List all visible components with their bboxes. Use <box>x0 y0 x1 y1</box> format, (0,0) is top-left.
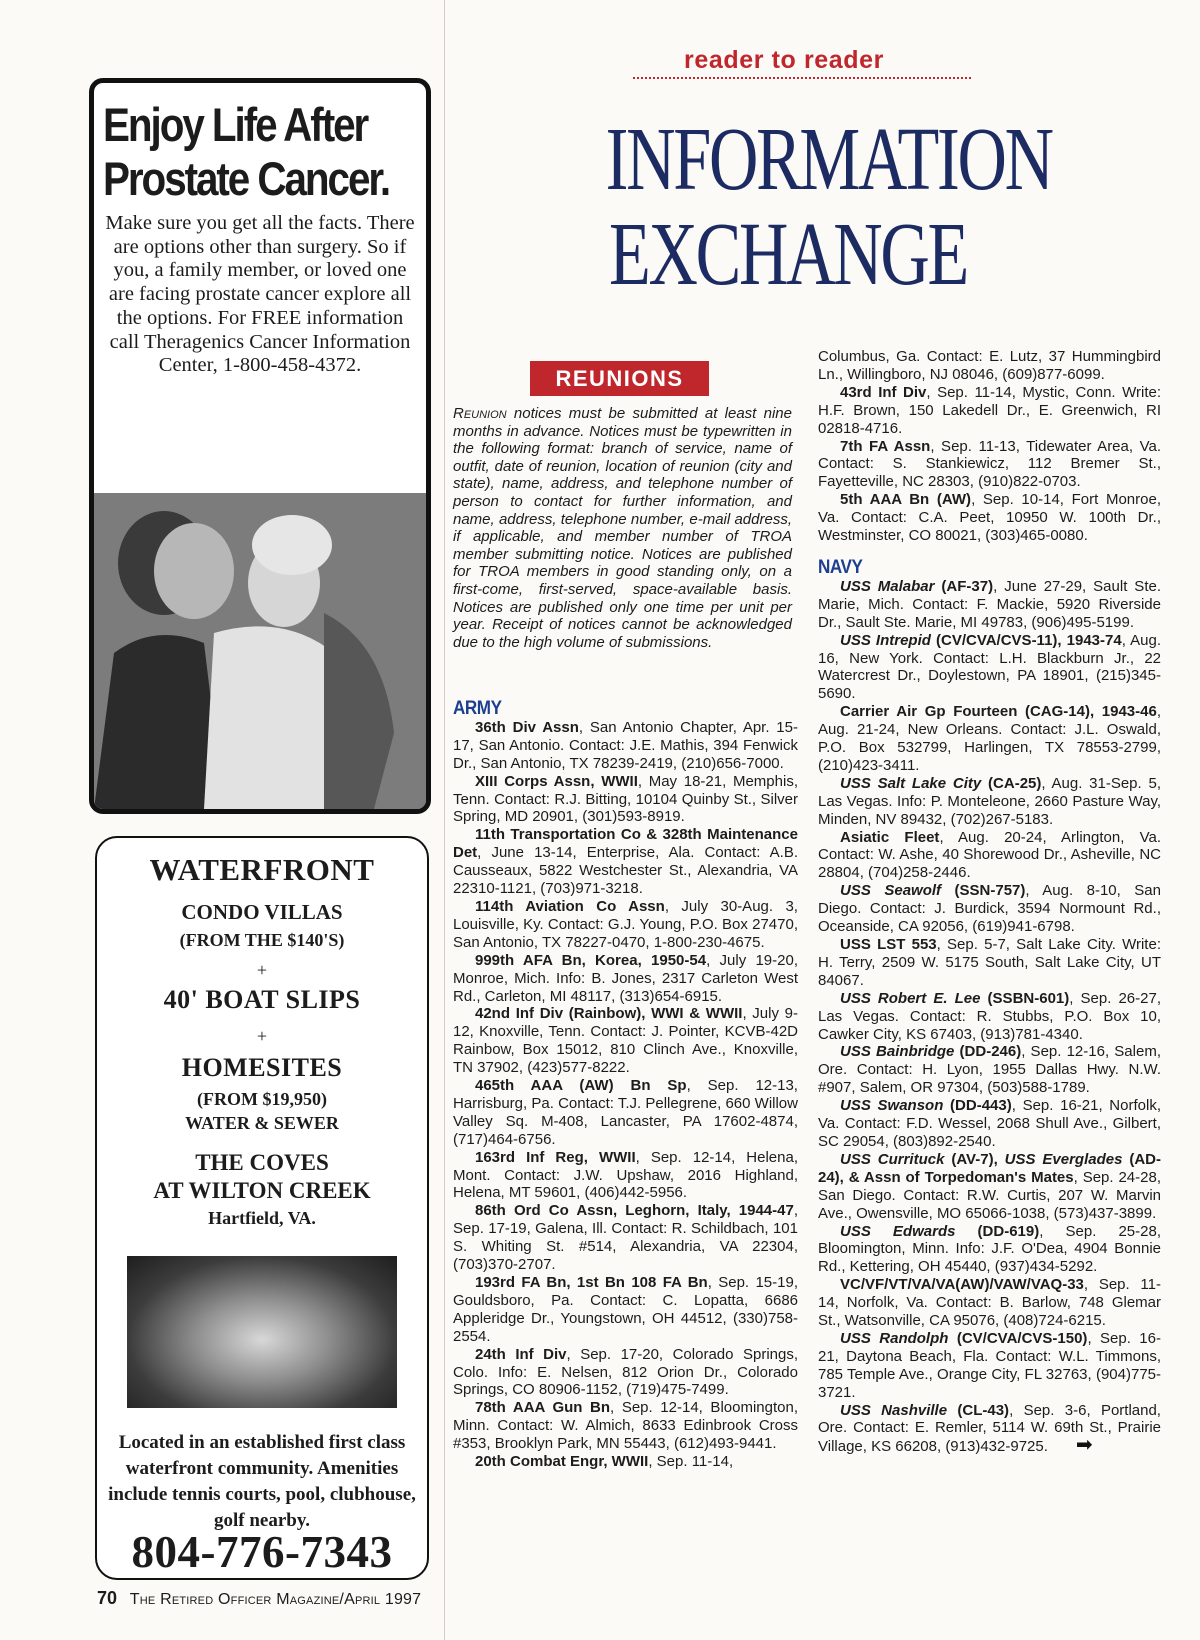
list-item <box>453 1149 798 1203</box>
page-number: 70 <box>97 1588 118 1608</box>
unit-name: (SSBN-601) <box>980 989 1070 1007</box>
reunion-details: , Sep. 17-19, Galena, Ill. Contact: R. Schildbach, 101 S. Whiting St. #514, Alexandria, VA 22304, (703)370-2707. <box>453 1202 798 1274</box>
page-title: INFORMATION EXCHANGE <box>605 110 1052 304</box>
reunion-details: , Sep. 11-14, Norfolk, Va. Contact: B. Barlow, 748 Glemar St., Watsonville, CA 95076, (408)724-6215. <box>818 1276 1161 1330</box>
submission-notice: Reunion notices must be submitted at least nine months in advance. Notices must be typewritten in the following format: branch of service, name of outfit, date of reunion, location of reunion (city and state), name, address, and telephone number of person to contact for further information, and name, address, telephone number, e-mail address, if applicable, and member number of TROA member submitting notice. Notices are published for TROA members in good standing only, on a first-come, first-served, space-available basis. Notices are published only one time per unit per year. Receipt of notices cannot be acknowledged due to the high volume of submissions. <box>453 405 792 651</box>
reunion-details: , Aug. 21-24, New Orleans. Contact: J.L. Oswald, P.O. Box 532799, Harlingen, TX 78553-2799, (210)423-3411. <box>818 703 1161 774</box>
unit-name: 20th Combat Engr, WWII <box>475 1453 649 1471</box>
list-item <box>453 1005 798 1077</box>
ship-name: USS Bainbridge <box>840 1043 955 1061</box>
ad-headline: Enjoy Life After Prostate Cancer. <box>103 98 390 205</box>
ad-homesites: HOMESITES <box>181 1053 343 1082</box>
reunion-details: , June 13-14, Enterprise, Ala. Contact: A.B. Causseaux, 5822 Westchester St., Alexandria, VA 22310-1121, (703)971-3218. <box>453 844 798 898</box>
unit-name: (SSN-757) <box>941 882 1026 900</box>
ship-name: USS Intrepid <box>840 631 931 649</box>
waterfront-ad <box>95 836 429 1580</box>
ad-plus-sign: + <box>256 1026 268 1046</box>
ship-name: USS Everglades <box>1004 1150 1123 1168</box>
unit-name: (DD-246) <box>954 1043 1022 1061</box>
unit-name: 5th AAA Bn (AW) <box>840 491 972 509</box>
reunion-details: , Sep. 5-7, Salt Lake City. Write: H. Terry, 2509 W. 5175 South, Salt Lake City, UT 84067. <box>818 936 1161 989</box>
unit-name: 7th FA Assn <box>840 437 931 455</box>
unit-name: (CA-25) <box>981 774 1042 792</box>
reunion-details: , July 30-Aug. 3, Louisville, Ky. Contact: G.J. Young, P.O. Box 27470, San Antonio, TX 78227-0470, 1-800-230-4675. <box>453 897 798 951</box>
reunion-details: , Aug. 16, New York. Contact: L.H. Blackburn Jr., 22 Watercrest Dr., Doylestown, PA 18901, (215)345-5690. <box>818 631 1161 703</box>
reunion-details: , San Antonio Chapter, Apr. 15-17, San Antonio. Contact: J.E. Mathis, 394 Fenwick Dr., San Antonio, TX 78239-2419, (210)656-7000. <box>453 718 798 772</box>
list-item <box>818 632 1161 704</box>
list-item <box>818 936 1161 990</box>
ad-plus-sign: + <box>256 960 268 980</box>
list-item <box>453 1202 798 1274</box>
ship-name: USS Edwards <box>840 1222 956 1240</box>
unit-name: Carrier Air Gp Fourteen (CAG-14), 1943-46 <box>840 703 1157 721</box>
unit-name: (CV/CVA/CVS-11), 1943-74 <box>930 631 1122 649</box>
father-daughter-photo <box>94 493 426 809</box>
ad-description: Located in an established first class waterfront community. Amenities include tennis courts, pool, clubhouse, golf nearby. <box>108 1432 416 1531</box>
ship-name: USS Robert E. Lee <box>840 989 981 1007</box>
unit-name: 465th AAA (AW) Bn Sp <box>475 1077 687 1095</box>
reunion-details: , Sep. 12-16, Salem, Ore. Contact: H. Lyon, 1955 Dallas Hwy. N.W. #907, Salem, OR 97304, (503)588-1789. <box>818 1043 1161 1097</box>
ad-wilton-creek: AT WILTON CREEK <box>153 1178 371 1203</box>
list-item <box>453 719 798 773</box>
list-item <box>818 384 1161 438</box>
ad-condo-villas: CONDO VILLAS <box>181 900 343 924</box>
unit-name: VC/VF/VT/VA/VA(AW)/VAW/VAQ-33 <box>840 1276 1084 1294</box>
unit-name: 86th Ord Co Assn, Leghorn, Italy, 1944-47 <box>475 1202 794 1220</box>
section-kicker: reader to reader <box>684 46 884 74</box>
list-item <box>818 1276 1161 1330</box>
ad-phone-number: 804-776-7343 <box>131 1527 393 1577</box>
list-item <box>818 578 1161 632</box>
list-item <box>818 1330 1161 1402</box>
unit-name: 11th Transportation Co & 328th Maintenance Det <box>453 826 798 862</box>
army-column <box>453 700 798 1471</box>
ad-location: Hartfield, VA. <box>208 1208 316 1228</box>
list-item <box>818 491 1161 545</box>
list-item <box>453 898 798 952</box>
reunion-details: , Sep. 10-14, Fort Monroe, Va. Contact: C.A. Peet, 10950 W. 100th Dr., Westminster, CO 80021, (303)465-0080. <box>818 491 1162 545</box>
reunion-details: , Sep. 17-20, Colorado Springs, Colo. Info: E. Nelsen, 812 Orion Dr., Colorado Springs, CO 80906-1152, (719)475-7499. <box>453 1345 798 1399</box>
list-item <box>453 952 798 1006</box>
list-item <box>453 1346 798 1400</box>
reunion-details: , Sep. 12-14, Helena, Mont. Contact: J.W. Upshaw, 2016 Highland, Helena, MT 59601, (406)442-5956. <box>453 1148 798 1202</box>
reunion-details: , Sep. 11-13, Tidewater Area, Va. Contact: S. Stankiewicz, 112 Bremer St., Fayetteville, NC 28303, (910)822-0703. <box>818 437 1161 491</box>
ad-homesite-price: (FROM $19,950) <box>197 1089 327 1109</box>
list-item <box>818 775 1161 829</box>
list-item <box>453 1274 798 1346</box>
ad-water-sewer: WATER & SEWER <box>185 1113 339 1133</box>
ad-body-copy: Make sure you get all the facts. There are options other than surgery. So if you, a family member, or loved one are facing prostate cancer explore all the options. For FREE information call Theragenics Cancer Information Center, 1-800-458-4372. <box>105 212 415 377</box>
ship-name: USS Salt Lake City <box>840 774 982 792</box>
list-item <box>453 1453 798 1471</box>
continued-arrow-icon: ➡ <box>1075 1434 1093 1457</box>
list-item <box>453 1077 798 1149</box>
ship-name: USS Nashville <box>840 1401 948 1419</box>
list-item <box>453 773 798 827</box>
marina-aerial-photo <box>127 1256 397 1408</box>
list-item <box>818 1402 1161 1457</box>
ship-name: USS Seawolf <box>840 882 942 900</box>
page-fold <box>444 0 445 1640</box>
reunion-details: , Sep. 25-28, Bloomington, Minn. Info: J.F. O'Dea, 4904 Bonnie Rd., Kettering, OH 45440, (937)434-5292. <box>818 1222 1161 1276</box>
reunion-details: , Sep. 12-14, Bloomington, Minn. Contact: W. Almich, 8633 Edinbrook Cross #353, Brooklyn Park, MN 55443, (612)493-9441. <box>453 1399 798 1453</box>
reunion-details: , Sep. 11-14, Mystic, Conn. Write: H.F. Brown, 150 Lakedell Dr., E. Greenwich, RI 02818-4716. <box>818 383 1161 437</box>
reunion-details: , Aug. 31-Sep. 5, Las Vegas. Info: P. Monteleone, 2660 Pasture Way, Minden, NV 89432, (702)267-5183. <box>818 774 1161 828</box>
unit-name: (AD-24), & Assn of Torpedoman's Mates <box>818 1150 1161 1186</box>
list-item <box>818 1043 1161 1097</box>
unit-name: Asiatic Fleet <box>840 828 940 846</box>
magazine-credit: The Retired Officer Magazine/April 1997 <box>129 1591 422 1608</box>
navy-list <box>818 578 1161 1456</box>
unit-name: (CL-43) <box>947 1401 1010 1419</box>
ad-coves-name: THE COVES <box>195 1150 329 1175</box>
list-item <box>453 826 798 898</box>
kicker-rule <box>633 77 971 79</box>
unit-name: 193rd FA Bn, 1st Bn 108 FA Bn <box>475 1274 708 1291</box>
list-item <box>818 1151 1161 1223</box>
army-continued-list <box>818 384 1161 545</box>
unit-name: (CV/CVA/CVS-150) <box>948 1329 1088 1347</box>
reunion-details: , July 19-20, Monroe, Mich. Info: B. Jones, 2317 Carleton West Rd., Carleton, MI 48117, (313)654-6915. <box>453 951 799 1005</box>
reunion-details: , Sep. 12-13, Harrisburg, Pa. Contact: T.J. Pellegrene, 660 Willow Valley Sq. M-408, Lancaster, PA 17602-4874, (717)464-6756. <box>453 1077 798 1148</box>
ad-boat-slips: 40' BOAT SLIPS <box>163 985 361 1014</box>
reunion-details: , Sep. 24-28, San Diego. Contact: R.W. Curtis, 207 W. Marvin Ave., Owensville, MO 65066-1038, (573)437-3899. <box>818 1168 1161 1222</box>
ad-waterfront-heading: WATERFRONT <box>149 852 375 887</box>
unit-name: 36th Div Assn <box>475 718 579 736</box>
unit-name: 163rd Inf Reg, WWII <box>475 1148 636 1166</box>
unit-name: 78th AAA Gun Bn <box>475 1399 611 1417</box>
navy-heading: NAVY <box>818 556 863 578</box>
list-item <box>818 438 1161 492</box>
reunion-details: , Aug. 20-24, Arlington, Va. Contact: W. Ashe, 40 Shorewood Dr., Asheville, NC 28804, (704)258-2446. <box>818 828 1162 882</box>
unit-name: 999th AFA Bn, Korea, 1950-54 <box>475 951 707 969</box>
ship-name: USS Currituck <box>840 1150 945 1168</box>
unit-name: 42nd Inf Div (Rainbow), WWI & WWII <box>475 1005 743 1023</box>
list-item <box>818 990 1161 1044</box>
unit-name: (AV-7), <box>944 1150 1005 1168</box>
reunion-details: , Aug. 8-10, San Diego. Contact: J. Burdick, 3594 Normount Rd., Oceanside, CA 92056, (619)941-6798. <box>818 882 1161 936</box>
list-item <box>818 1223 1161 1277</box>
unit-name: USS LST 553 <box>840 936 937 953</box>
right-column <box>818 348 1161 1456</box>
unit-name: XIII Corps Assn, WWII <box>475 772 638 790</box>
unit-name: (DD-443) <box>943 1097 1012 1115</box>
reunion-details: , June 27-29, Sault Ste. Marie, Mich. Contact: F. Mackie, 5920 Riverside Dr., Sault Ste. Marie, MI 49783, (906)495-5199. <box>818 577 1161 631</box>
reunion-details: , Sep. 3-6, Portland, Ore. Contact: E. Remler, 5114 W. 69th St., Prairie Village, KS 66208, (913)432-9725. <box>818 1401 1161 1456</box>
unit-name: 24th Inf Div <box>475 1345 567 1363</box>
army-heading: ARMY <box>453 698 502 719</box>
reunion-details: , May 18-21, Memphis, Tenn. Contact: R.J. Bitting, 10104 Quinby St., Silver Spring, MD 20901, (301)593-8919. <box>453 772 798 826</box>
list-item <box>453 1399 798 1453</box>
list-item <box>818 829 1161 883</box>
reunions-label: REUNIONS <box>530 361 709 396</box>
ship-name: USS Randolph <box>840 1329 949 1347</box>
list-item <box>818 1097 1161 1151</box>
army-list <box>453 719 798 1471</box>
page-footer <box>97 1588 421 1609</box>
list-item <box>818 882 1161 936</box>
ship-name: USS Malabar <box>840 577 935 595</box>
ad-condo-price: (FROM THE $140'S) <box>179 930 345 950</box>
unit-name: 114th Aviation Co Assn <box>475 897 665 915</box>
photo-illustration <box>94 493 426 809</box>
reunion-details: , Sep. 26-27, Las Vegas. Contact: R. Stubbs, P.O. Box 10, Cawker City, KS 67403, (913)781-4340. <box>818 989 1161 1043</box>
reunion-details: , Sep. 16-21, Norfolk, Va. Contact: F.D. Wessel, 2068 Shull Ave., Gilbert, SC 29054, (803)892-2540. <box>818 1097 1161 1150</box>
unit-name: (AF-37) <box>934 577 994 595</box>
reunion-details: , Sep. 16-21, Daytona Beach, Fla. Contact: W.L. Timmons, 785 Temple Ave., Orange City, FL 32763, (904)775-3721. <box>818 1329 1161 1401</box>
unit-name: 43rd Inf Div <box>840 383 927 401</box>
ship-name: USS Swanson <box>840 1097 944 1115</box>
unit-name: (DD-619) <box>955 1222 1040 1240</box>
list-item <box>818 703 1161 775</box>
reunion-details: , July 9-12, Knoxville, Tenn. Contact: J. Pointer, KCVB-42D Rainbow, Box 15012, 810 Clinch Ave., Knoxville, TN 37902, (423)577-8222. <box>453 1005 798 1077</box>
reunion-details: , Sep. 15-19, Gouldsboro, Pa. Contact: C. Lopatta, 6686 Appleridge Dr., Youngstown, OH 44512, (330)758-2554. <box>453 1274 798 1345</box>
prostate-cancer-ad <box>89 78 431 814</box>
reunion-details: , Sep. 11-14, <box>648 1453 734 1471</box>
list-item: Columbus, Ga. Contact: E. Lutz, 37 Hummingbird Ln., Willingboro, NJ 08046, (609)877-6099. <box>818 348 1161 383</box>
